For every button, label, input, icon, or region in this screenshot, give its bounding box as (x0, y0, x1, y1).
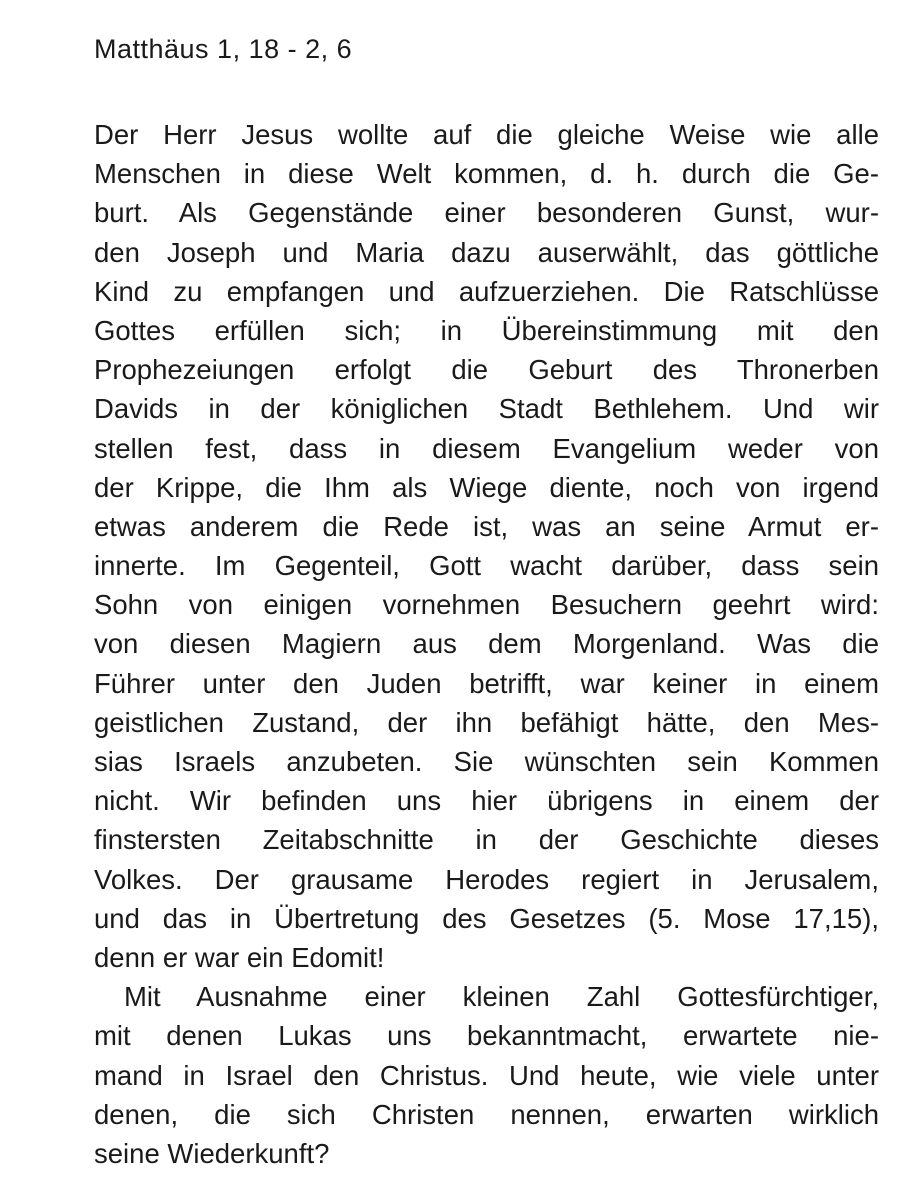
text-line: von diesen Magiern aus dem Morgenland. Was die (94, 628, 879, 660)
paragraph-1 (94, 115, 879, 977)
text-line: denn er war ein Edomit! (94, 941, 385, 973)
text-line: Der Herr Jesus wollte auf die gleiche Weise wie alle (94, 119, 879, 150)
text-line: denen, die sich Christen nennen, erwarten wirklich (94, 1098, 879, 1130)
text-line: sias Israels anzubeten. Sie wünschten sein Kommen (94, 746, 879, 777)
text-line: burt. Als Gegenstände einer besonderen Gunst, wur- (94, 197, 879, 229)
text-line: stellen fest, dass in diesem Evangelium weder von (94, 432, 879, 464)
text-line: Volkes. Der grausame Herodes regiert in Jerusalem, (94, 863, 879, 895)
text-line: Mit Ausnahme einer kleinen Zahl Gottesfürchtiger, (124, 981, 879, 1013)
text-line: der Krippe, die Ihm als Wiege diente, noch von irgend (94, 471, 879, 503)
page-heading: Matthäus 1, 18 - 2, 6 (94, 34, 353, 64)
text-line: Kind zu empfangen und aufzuerziehen. Die Ratschlüsse (94, 275, 879, 307)
body-text (94, 115, 879, 1173)
text-line: mit denen Lukas uns bekanntmacht, erwartete nie- (94, 1020, 879, 1052)
text-line: Menschen in diese Welt kommen, d. h. durch die Ge- (94, 158, 879, 190)
text-line: seine Wiederkunft? (94, 1137, 330, 1169)
text-line: finstersten Zeitabschnitte in der Geschichte dieses (94, 824, 879, 856)
text-line: etwas anderem die Rede ist, was an seine Armut er- (94, 510, 879, 542)
text-line: mand in Israel den Christus. Und heute, wie viele unter (94, 1059, 879, 1091)
text-line: innerte. Im Gegenteil, Gott wacht darüber, dass sein (94, 550, 879, 582)
paragraph-2 (94, 977, 879, 1173)
text-line: den Joseph und Maria dazu auserwählt, das göttliche (94, 236, 879, 268)
text-line: Davids in der königlichen Stadt Bethlehem. Und wir (94, 393, 879, 425)
text-line: Führer unter den Juden betrifft, war keiner in einem (94, 667, 879, 699)
text-line: Gottes erfüllen sich; in Übereinstimmung mit den (94, 314, 879, 346)
text-line: Sohn von einigen vornehmen Besuchern geehrt wird: (94, 589, 879, 621)
text-line: geistlichen Zustand, der ihn befähigt hätte, den Mes- (94, 706, 879, 738)
text-line: nicht. Wir befinden uns hier übrigens in einem der (94, 785, 879, 817)
text-line: Prophezeiungen erfolgt die Geburt des Thronerben (94, 354, 879, 386)
text-line: und das in Übertretung des Gesetzes (5. Mose 17,15), (94, 902, 879, 934)
